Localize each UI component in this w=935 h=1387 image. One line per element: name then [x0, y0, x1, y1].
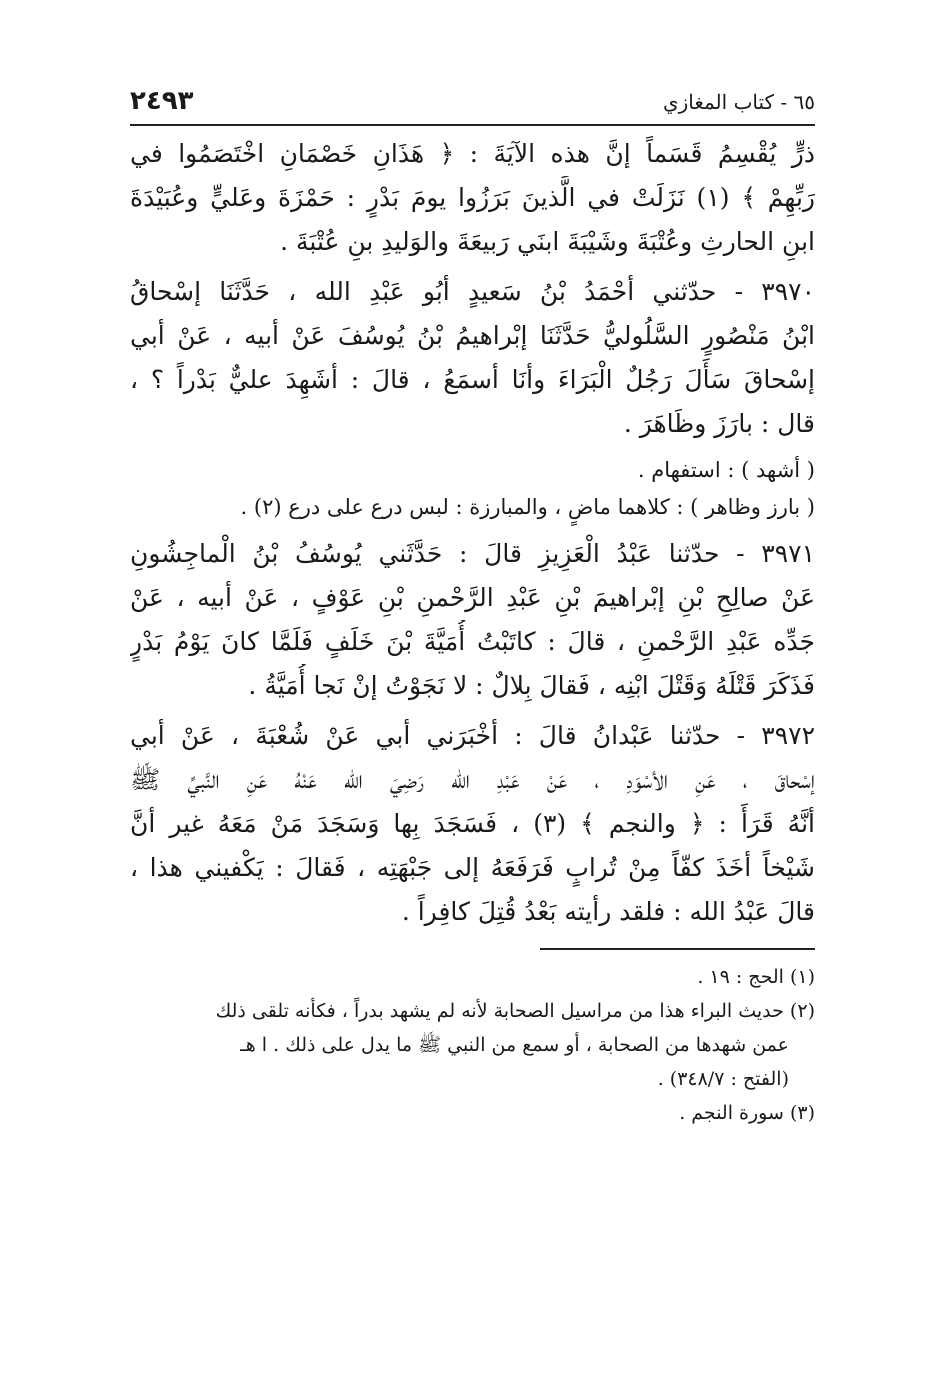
gloss-line: ( أشهد ) : استفهام .: [637, 458, 815, 482]
footnote-2-reference: (الفتح : ٣٤٨/٧) .: [657, 1068, 789, 1090]
gloss-3970: [130, 452, 815, 526]
text-line: قالَ عَبْدُ الله : فلقد رأيته بَعْدُ قُتِلَ كافِراً .: [401, 897, 815, 926]
text-line: ٣٩٧٠ - حدّثني أحْمَدُ بْنُ سَعيدٍ أبُو عَبْدِ الله ، حَدَّثَنَا إسْحاقُ: [130, 277, 815, 306]
page-header: [130, 80, 815, 126]
text-line: قال : بارَزَ وظَاهَرَ .: [623, 409, 815, 438]
text-line: شَيْخاً أخَذَ كفّاً مِنْ تُرابٍ فَرَفَعَهُ إلى جَبْهَتِه ، فَقالَ : يَكْفيني هذا ،: [130, 853, 815, 882]
text-line: ابنِ الحارثِ وعُتْبَةَ وشَيْبَةَ ابنَي رَبيعَةَ والوَليدِ بنِ عُتْبَةَ .: [280, 227, 815, 256]
text-line: فَذَكَرَ قَتْلَهُ وَقَتْلَ ابْنِه ، فَقالَ بِلالٌ : لا نَجَوْتُ إنْ نَجا أُمَيَّةُ .: [248, 671, 815, 700]
chapter-title: ٦٥ - كتاب المغازي: [662, 90, 815, 114]
footnote-2-continued: عمن شهدها من الصحابة ، أو سمع من النبي ﷺ ما يدل على ذلك . ا هـ: [240, 1034, 789, 1056]
footnote-divider: [540, 948, 815, 950]
text-line: إسْحاقَ سَأَلَ رَجُلٌ الْبَرَاءَ وأنَا أسمَعُ ، قالَ : أشَهِدَ عليٌّ بَدْراً ؟ ،: [130, 365, 815, 394]
gloss-line: ( بارز وظاهر ) : كلاهما ماضٍ ، والمبارزة : لبس درع على درع (٢) .: [240, 495, 815, 519]
text-line: عَنْ صالِحِ بْنِ إبْراهيمَ بْنِ عَبْدِ الرَّحْمنِ بْنِ عَوْفٍ ، عَنْ أبيه ، عَنْ: [130, 583, 815, 612]
text-line: رَبِّهِمْ ﴾ (١) نَزَلَتْ في الَّذينَ بَرَزُوا يومَ بَدْرٍ : حَمْزَةَ وعَليٍّ وعُبَيْدَةَ: [130, 183, 815, 212]
text-line: أنَّهُ قَرَأَ : ﴿ والنجم ﴾ (٣) ، فَسَجَدَ بِها وَسَجَدَ مَنْ مَعَهُ غير أنَّ: [130, 809, 815, 838]
footnote-3: (٣) سورة النجم .: [679, 1102, 815, 1124]
page-number: ٢٤٩٣: [130, 86, 194, 116]
paragraph-verse: [130, 132, 815, 264]
main-text: [130, 132, 815, 934]
text-line: ابْنُ مَنْصُورٍ السَّلُوليُّ حَدَّثَنَا إبْراهيمُ بْنُ يُوسُفَ عَنْ أبيه ، عَنْ أبي: [130, 321, 815, 350]
footnote-2: (٢) حديث البراء هذا من مراسيل الصحابة لأنه لم يشهد بدراً ، فكأنه تلقى ذلك: [215, 1000, 815, 1022]
text-line: ٣٩٧١ - حدّثنا عَبْدُ الْعَزِيزِ قالَ : حَدَّثَني يُوسُفُ بْنُ الْماجِشُونِ: [130, 539, 815, 568]
footnotes: [130, 960, 815, 1130]
footnote-1: (١) الحج : ١٩ .: [697, 966, 815, 988]
text-line: ذرٍّ يُقْسِمُ قَسَماً إنَّ هذه الآيَةَ : ﴿ هَذَانِ خَصْمَانِ اخْتَصَمُوا في: [130, 139, 815, 168]
hadith-3971: [130, 532, 815, 708]
book-page: [130, 80, 815, 1130]
hadith-3972: [130, 714, 815, 934]
text-line: ٣٩٧٢ - حدّثنا عَبْدانُ قالَ : أخْبَرَني أبي عَنْ شُعْبَةَ ، عَنْ أبي: [130, 721, 815, 750]
text-line: جَدِّه عَبْدِ الرَّحْمنِ ، قالَ : كاتَبْتُ أُمَيَّةَ بْنَ خَلَفٍ فَلَمَّا كانَ يَوْمُ بَدْرٍ: [130, 627, 815, 656]
text-line: إسْحاقَ ، عَنِ الأسْوَدِ ، عَنْ عَبْدِ الله رَضِيَ الله عَنْهُ عَنِ النَّبيِّ ﷺ: [130, 765, 815, 794]
hadith-3970: [130, 270, 815, 446]
